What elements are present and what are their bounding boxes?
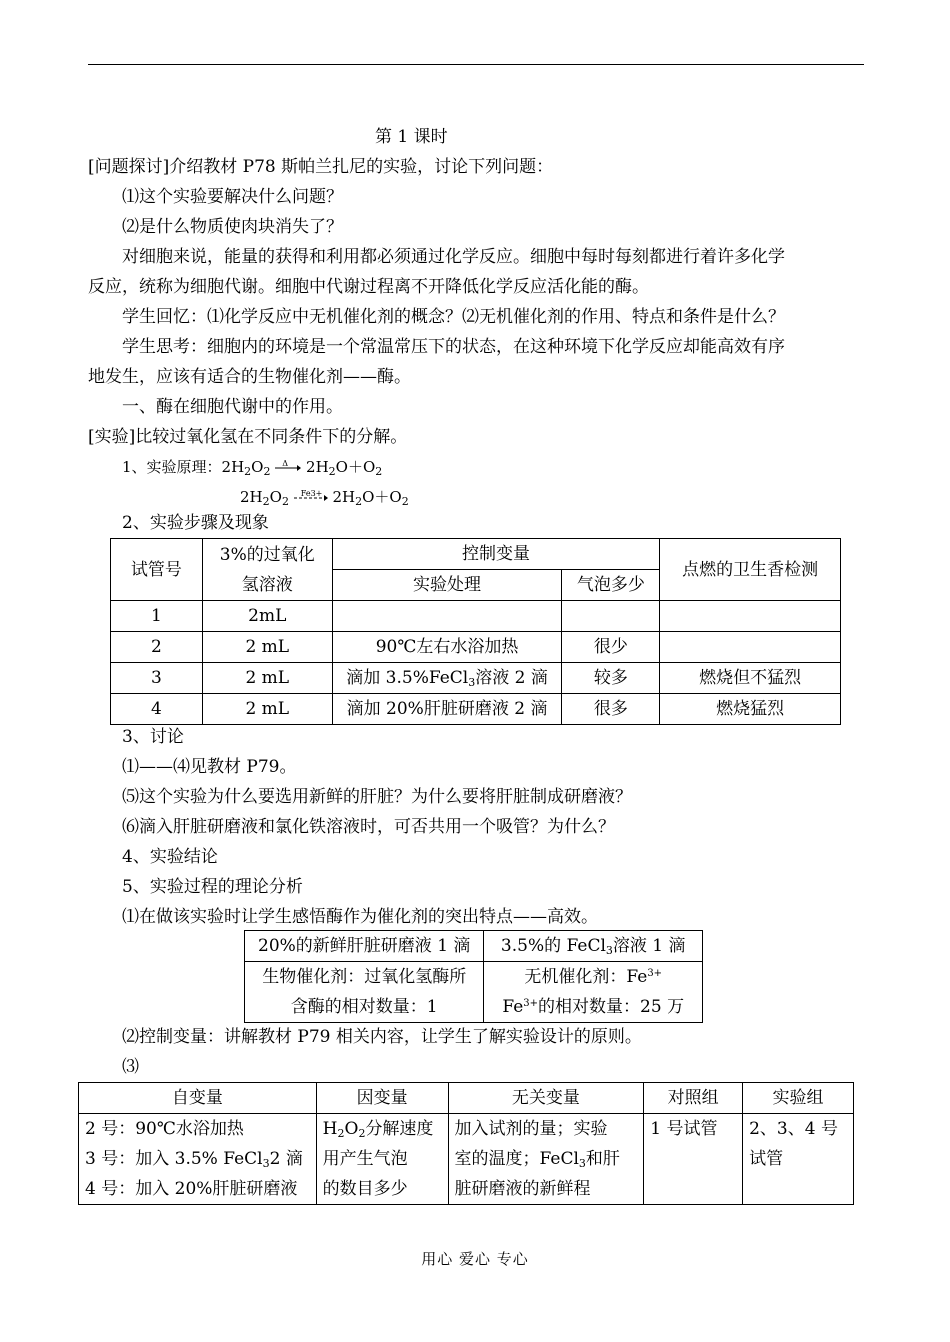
- header-treat: 实验处理: [332, 570, 562, 601]
- variables-table: 自变量 因变量 无关变量 对照组 实验组 2 号：90℃水浴加热 3 号：加入 3.5% FeCl$_3$2 滴 4 号：加入 20%肝脏研磨液 $H_2O_2$分解速度 用产生气泡 的数目多少 加入试剂的量；实验 室的温度；FeCl$_3$和肝 脏研磨液的新鲜程 1 号试管 2、3、4 号 试管: [78, 1082, 854, 1205]
- text-line: ⑴这个实验要解决什么问题？: [122, 187, 343, 207]
- comparison-table: 20%的新鲜肝脏研磨液 1 滴 3.5%的 FeCl$_3$溶液 1 滴 生物催化剂：过氧化氢酶所 含酶的相对数量：1 无机催化剂：$Fe^{3+}$ $Fe^{3+}$的相对数量：25 万: [244, 930, 703, 1023]
- text-line: ⑶: [122, 1057, 139, 1077]
- header-h2o2: 3%的过氧化 氢溶液: [202, 539, 332, 601]
- text-line: [问题探讨]介绍教材 P78 斯帕兰扎尼的实验，讨论下列问题：: [88, 157, 554, 177]
- header-bubbles: 气泡多少: [562, 570, 660, 601]
- text-line: 学生回忆：⑴化学反应中无机催化剂的概念？⑵无机催化剂的作用、特点和条件是什么？: [122, 307, 785, 327]
- header-tube: 试管号: [111, 539, 203, 601]
- header-control: 控制变量: [332, 539, 660, 570]
- text-line: 学生思考：细胞内的环境是一个常温常压下的状态，在这种环境下化学反应却能高效有序: [122, 337, 785, 357]
- experiment-table: [110, 538, 841, 725]
- text-line: ⑵是什么物质使肉块消失了？: [122, 217, 343, 237]
- section-heading: 5、实验过程的理论分析: [122, 877, 303, 897]
- text-line: ⑹滴入肝脏研磨液和氯化铁溶液时，可否共用一个吸管？为什么？: [122, 817, 615, 837]
- header-rule: [88, 64, 864, 65]
- text-line: 对细胞来说，能量的获得和利用都必须通过化学反应。细胞中每时每刻都进行着许多化学: [122, 247, 785, 267]
- reaction-arrow-icon: Δ: [275, 461, 301, 475]
- section-heading: 4、实验结论: [122, 847, 218, 867]
- page-footer: 用心 爱心 专心: [421, 1250, 529, 1268]
- text-line: [实验]比较过氧化氢在不同条件下的分解。: [88, 427, 408, 447]
- text-line: ⑵控制变量：讲解教材 P79 相关内容，让学生了解实验设计的原则。: [122, 1027, 642, 1047]
- equation-2: $2H_2O_2$ Fe3+ $2H_2O+O_2$: [240, 488, 409, 508]
- table-row: 4 2 mL 滴加 20%肝脏研磨液 2 滴 很多 燃烧猛烈: [111, 694, 841, 725]
- text-line: ⑴在做该实验时让学生感悟酶作为催化剂的突出特点——高效。: [122, 907, 598, 927]
- equation-1: 1、实验原理：$2H_2O_2$ Δ $2H_2O+O_2$: [122, 458, 383, 478]
- text-line: ⑴——⑷见教材 P79。: [122, 757, 297, 777]
- text-line: 地发生，应该有适合的生物催化剂——酶。: [88, 367, 411, 387]
- reaction-arrow-icon: Fe3+: [294, 491, 328, 505]
- section-heading: 一、酶在细胞代谢中的作用。: [122, 397, 343, 417]
- text-line: 反应，统称为细胞代谢。细胞中代谢过程离不开降低化学反应活化能的酶。: [88, 277, 649, 297]
- table-row: 1 2mL: [111, 601, 841, 632]
- section-heading: 3、讨论: [122, 727, 184, 747]
- section-heading: 2、实验步骤及现象: [122, 513, 269, 533]
- text-line: ⑸这个实验为什么要选用新鲜的肝脏？为什么要将肝脏制成研磨液？: [122, 787, 632, 807]
- lesson-title: 第 1 课时: [375, 127, 448, 147]
- header-detect: 点燃的卫生香检测: [660, 539, 841, 601]
- table-row: 2 2 mL 90℃左右水浴加热 很少: [111, 632, 841, 663]
- table-row: 3 2 mL 滴加 3.5%FeCl$_3$溶液 2 滴 较多 燃烧但不猛烈: [111, 663, 841, 694]
